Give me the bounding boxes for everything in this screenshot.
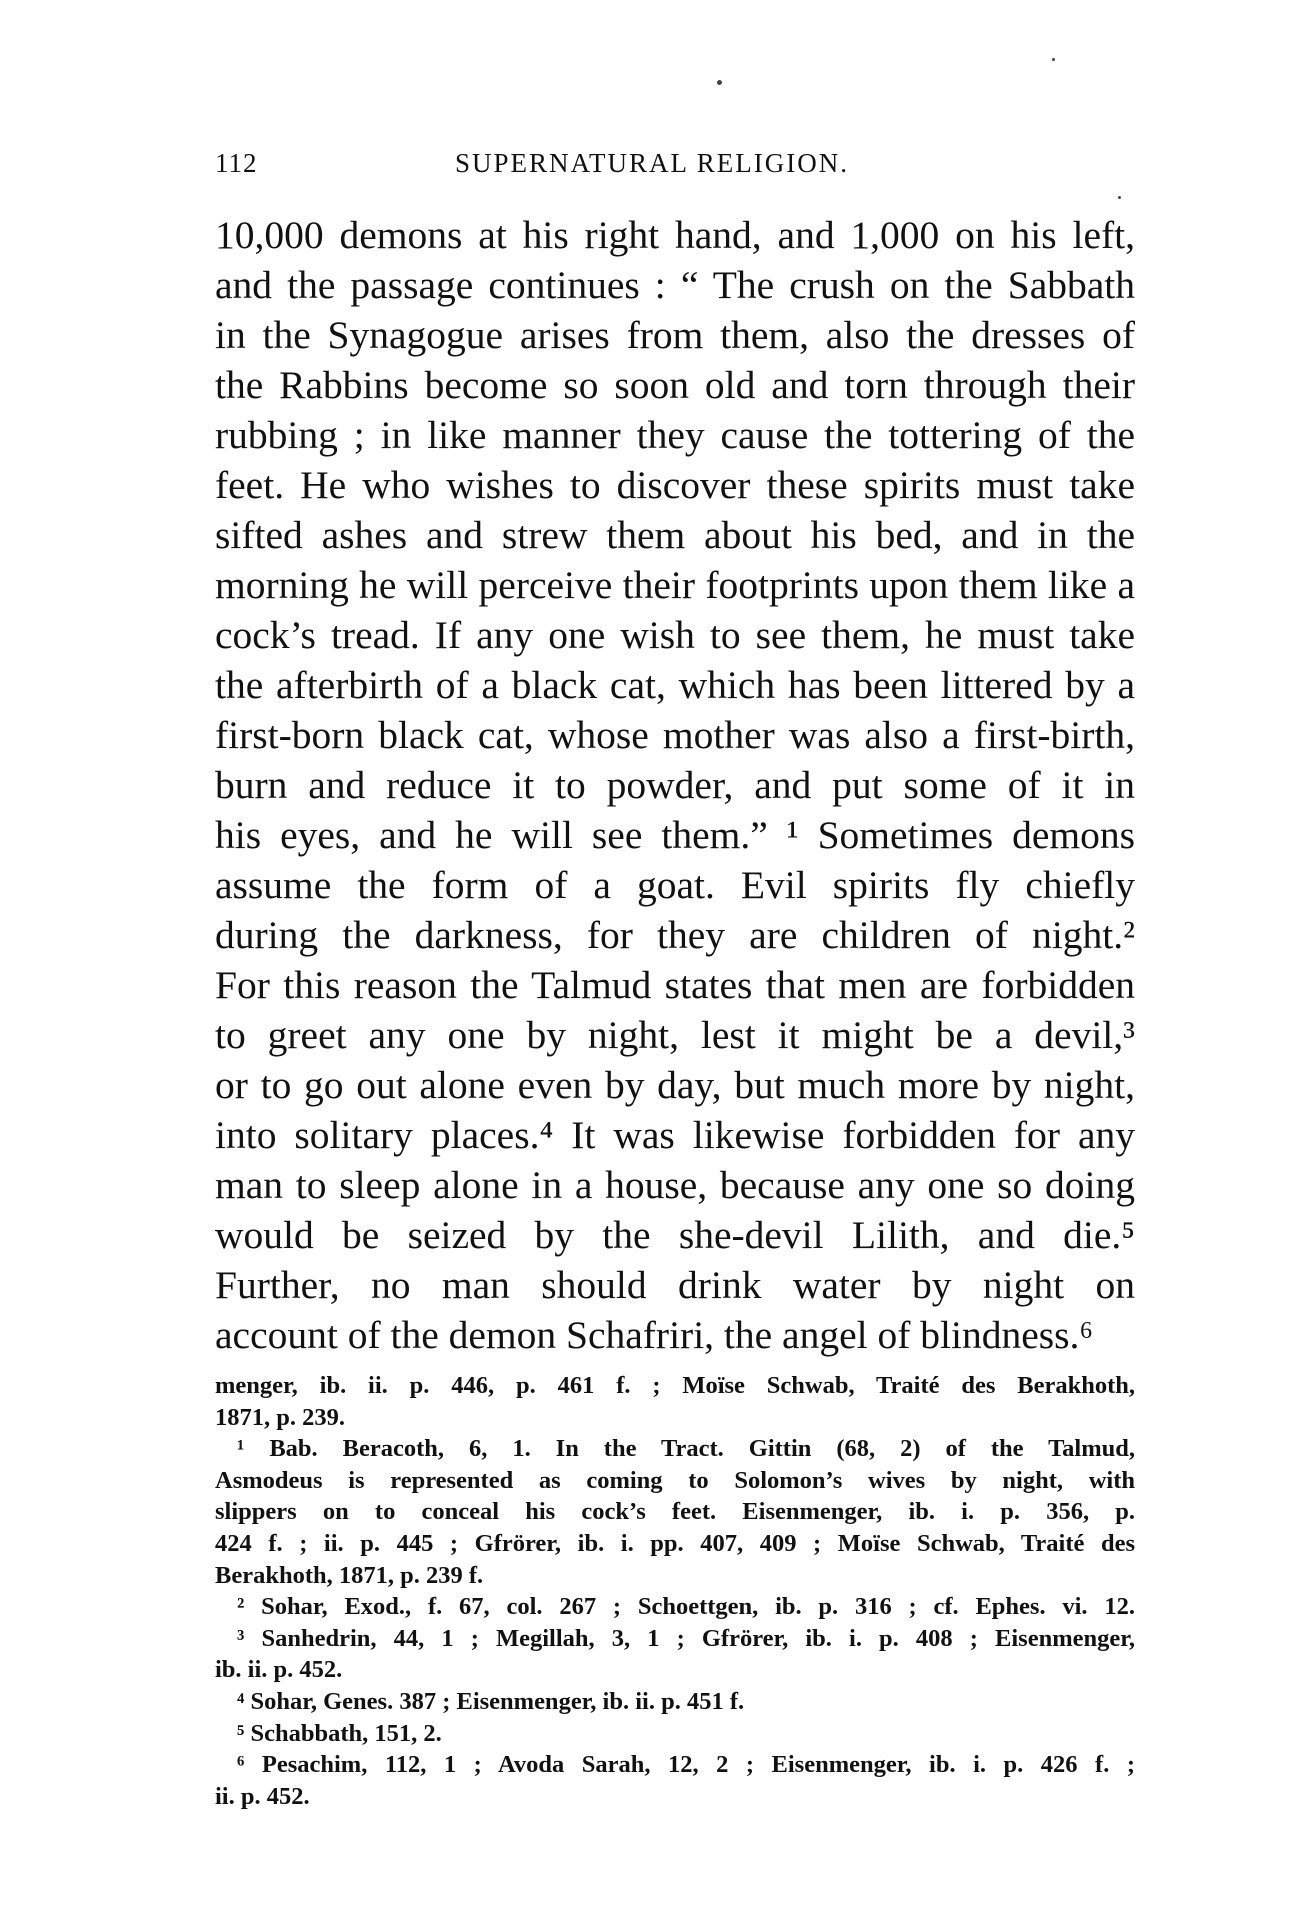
body-line: would be seized by the she-devil Lilith, and die.⁵: [215, 1213, 1135, 1257]
page-number: 112: [215, 148, 258, 178]
body-line: assume the form of a goat. Evil spirits fly chiefly: [215, 863, 1135, 907]
footnote-line: menger, ib. ii. p. 446, p. 461 f. ; Moïse Schwab, Traité des Berakhoth,: [215, 1372, 1135, 1399]
body-line: in the Synagogue arises from them, also the dresses of: [215, 313, 1135, 357]
footnote-line: ib. ii. p. 452.: [215, 1656, 343, 1684]
footnote-line: ³ Sanhedrin, 44, 1 ; Megillah, 3, 1 ; Gfrörer, ib. i. p. 408 ; Eisenmenger,: [237, 1624, 1135, 1652]
running-title: SUPERNATURAL RELIGION.: [455, 148, 849, 178]
body-line: rubbing ; in like manner they cause the tottering of the: [215, 413, 1135, 457]
running-head: [215, 148, 1135, 188]
footnote-line: Berakhoth, 1871, p. 239 f.: [215, 1561, 484, 1589]
body-line: to greet any one by night, lest it might be a devil,³: [215, 1013, 1135, 1057]
body-line: man to sleep alone in a house, because any one so doing: [215, 1163, 1135, 1207]
footnote-line: 424 f. ; ii. p. 445 ; Gfrörer, ib. i. pp. 407, 409 ; Moïse Schwab, Traité des: [215, 1529, 1135, 1557]
print-speck: [1052, 58, 1055, 61]
body-line: Further, no man should drink water by night on: [215, 1263, 1135, 1307]
print-speck: [1118, 196, 1121, 199]
body-line: first-born black cat, whose mother was also a first-birth,: [215, 713, 1135, 757]
body-line: during the darkness, for they are children of night.²: [215, 913, 1135, 957]
print-speck: [717, 80, 722, 85]
body-line: his eyes, and he will see them.” ¹ Sometimes demons: [215, 813, 1135, 857]
body-line: the Rabbins become so soon old and torn through their: [215, 363, 1135, 407]
footnote-line: ⁶ Pesachim, 112, 1 ; Avoda Sarah, 12, 2 ; Eisenmenger, ib. i. p. 426 f. ;: [237, 1751, 1135, 1779]
footnote-line: ⁴ Sohar, Genes. 387 ; Eisenmenger, ib. ii. p. 451 f.: [237, 1687, 745, 1715]
body-line: For this reason the Talmud states that men are forbidden: [215, 963, 1135, 1007]
footnote-line: 1871, p. 239.: [215, 1403, 346, 1431]
body-line: morning he will perceive their footprints upon them like a: [215, 563, 1135, 607]
body-line: or to go out alone even by day, but much more by night,: [215, 1063, 1135, 1107]
footnote-line: ² Sohar, Exod., f. 67, col. 267 ; Schoettgen, ib. p. 316 ; cf. Ephes. vi. 12.: [237, 1593, 1135, 1621]
body-text: [215, 210, 1135, 1360]
footnote-line: ⁵ Schabbath, 151, 2.: [237, 1719, 442, 1747]
body-line: the afterbirth of a black cat, which has been littered by a: [215, 663, 1135, 707]
body-line: burn and reduce it to powder, and put some of it in: [215, 763, 1135, 807]
body-line: sifted ashes and strew them about his bed, and in the: [215, 513, 1135, 557]
footnote-line: ¹ Bab. Beracoth, 6, 1. In the Tract. Gittin (68, 2) of the Talmud,: [237, 1435, 1135, 1463]
footnote-line: slippers on to conceal his cock’s feet. Eisenmenger, ib. i. p. 356, p.: [215, 1498, 1135, 1526]
body-line: account of the demon Schafriri, the angel of blindness.⁶: [215, 1313, 1094, 1357]
footnote-line: Asmodeus is represented as coming to Solomon’s wives by night, with: [215, 1466, 1135, 1494]
footnotes: [215, 1370, 1135, 1812]
body-line: into solitary places.⁴ It was likewise forbidden for any: [215, 1113, 1135, 1157]
body-line: and the passage continues : “ The crush on the Sabbath: [215, 263, 1135, 307]
footnote-line: ii. p. 452.: [215, 1782, 310, 1810]
body-line: 10,000 demons at his right hand, and 1,000 on his left,: [215, 213, 1135, 257]
body-line: cock’s tread. If any one wish to see them, he must take: [215, 613, 1135, 657]
body-line: feet. He who wishes to discover these spirits must take: [215, 463, 1135, 507]
